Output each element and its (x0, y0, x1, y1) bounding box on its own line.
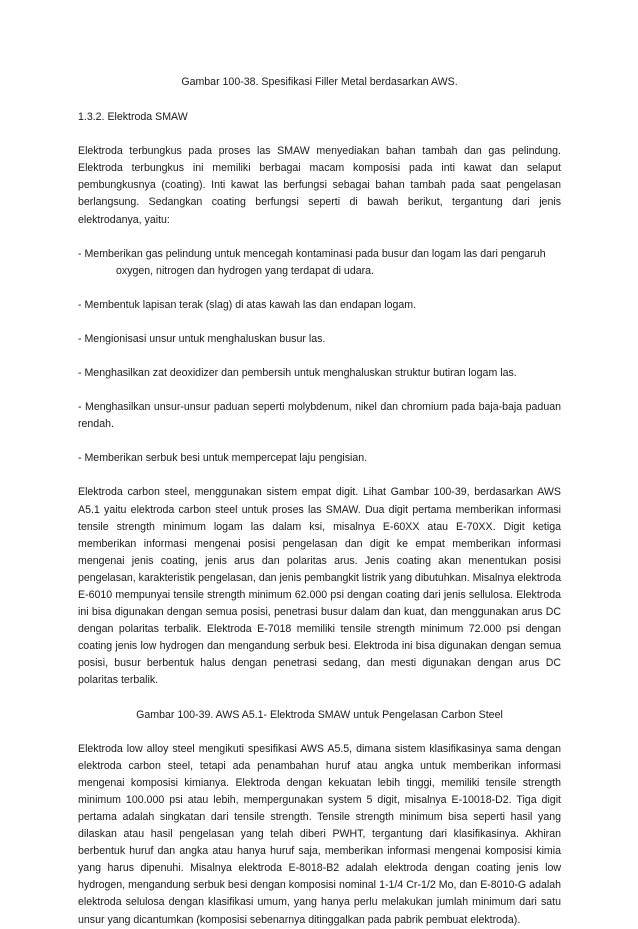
bullet-item-1 (78, 246, 561, 280)
figure-caption-100-38: Gambar 100-38. Spesifikasi Filler Metal berdasarkan AWS. (181, 76, 458, 88)
bullet-text: - Memberikan gas pelindung untuk mencegah kontaminasi pada busur dan logam las dari pengaruh (78, 247, 546, 260)
intro-paragraph: Elektroda terbungkus pada proses las SMAW menyediakan bahan tambah dan gas pelindung. Elektroda terbungkus ini memiliki berbagai macam komposisi pada inti kawat dan selaput pembungkusnya (coating). Inti kawat las berfungsi sebagai bahan tambah pada saat pengelasan berlangsung. Sedangkan coating berfungsi seperti di bawah berikut, tergantung dari jenis elektrodanya, yaitu: (78, 145, 561, 226)
bullet-item-5: - Menghasilkan unsur-unsur paduan seperti molybdenum, nikel dan chromium pada baja-baja paduan rendah. (78, 401, 561, 431)
section-heading: 1.3.2. Elektroda SMAW (78, 111, 188, 124)
bullet-continuation: oxygen, nitrogen dan hydrogen yang terdapat di udara. (116, 264, 374, 277)
bullet-item-3: - Mengionisasi unsur untuk menghaluskan busur las. (78, 332, 326, 345)
figure-caption-100-39: Gambar 100-39. AWS A5.1- Elektroda SMAW untuk Pengelasan Carbon Steel (136, 708, 503, 721)
bullet-item-6: - Memberikan serbuk besi untuk mempercepat laju pengisian. (78, 452, 368, 465)
low-alloy-paragraph: Elektroda low alloy steel mengikuti spesifikasi AWS A5.5, dimana sistem klasifikasinya sama dengan elektroda carbon steel, tetapi ada penambahan huruf atau angka untuk memberikan informasi mengenai komposisi kimianya. Elektroda dengan kekuatan lebih tinggi, memiliki tensile strength minimum 100.000 psi atau lebih, mempergunakan system 5 digit, misalnya E-10018-D2. Tiga digit pertama adalah singkatan dari tensile strength. Tensile strength minimum bisa seperti hasil yang dilaskan atau hasil pengelasan yang telah diberi PWHT, tergantung dari klasifikasinya. Akhiran berbentuk huruf dan angka atau hanya huruf saja, memberikan informasi mengenai komposisi kimia yang harus dipenuhi. Misalnya elektroda E-8018-B2 adalah elektroda dengan coating jenis low hydrogen, mengandung serbuk besi dengan komposisi nominal 1-1/4 Cr-1/2 Mo, dan E-8010-G adalah elektroda selulosa dengan klasifikasi umum, yang hanya perlu melakukan jumlah minimum dari satu unsur yang dicantumkan (komposisi sebenarnya ditinggalkan pada pabrik pembuat elektroda). (78, 742, 561, 926)
carbon-steel-paragraph: Elektroda carbon steel, menggunakan sistem empat digit. Lihat Gambar 100-39, berdasarkan AWS A5.1 yaitu elektroda carbon steel untuk proses las SMAW. Dua digit pertama memberikan informasi tensile strength minimum logam las dalam ksi, misalnya E-60XX atau E-70XX. Digit ketiga memberikan informasi mengenai posisi pengelasan dan digit ke empat memberikan informasi mengenai jenis coating, jenis arus dan polaritas arus. Jenis coating akan menentukan posisi pengelasan, karakteristik pengelasan, dan jenis pembangkit listrik yang dibutuhkan. Misalnya elektroda E-6010 mempunyai tensile strength minimum 62.000 psi dengan coating dari jenis sellulosa. Elektroda ini bisa digunakan dengan semua posisi, penetrasi busur dalam dan kuat, dan menggunakan arus DC dengan polaritas terbalik. Elektroda E-7018 memiliki tensile strength minimum 72.000 psi dengan coating jenis low hydrogen dan mengandung serbuk besi. Elektroda ini bisa digunakan dengan semua posisi, busur berbentuk halus dengan penetrasi sedang, dan mesti digunakan dengan arus DC polaritas terbalik. (78, 486, 561, 687)
bullet-item-4: - Menghasilkan zat deoxidizer dan pembersih untuk menghaluskan struktur butiran logam las. (78, 367, 517, 380)
document-page (78, 74, 561, 929)
bullet-item-2: - Membentuk lapisan terak (slag) di atas kawah las dan endapan logam. (78, 298, 417, 311)
